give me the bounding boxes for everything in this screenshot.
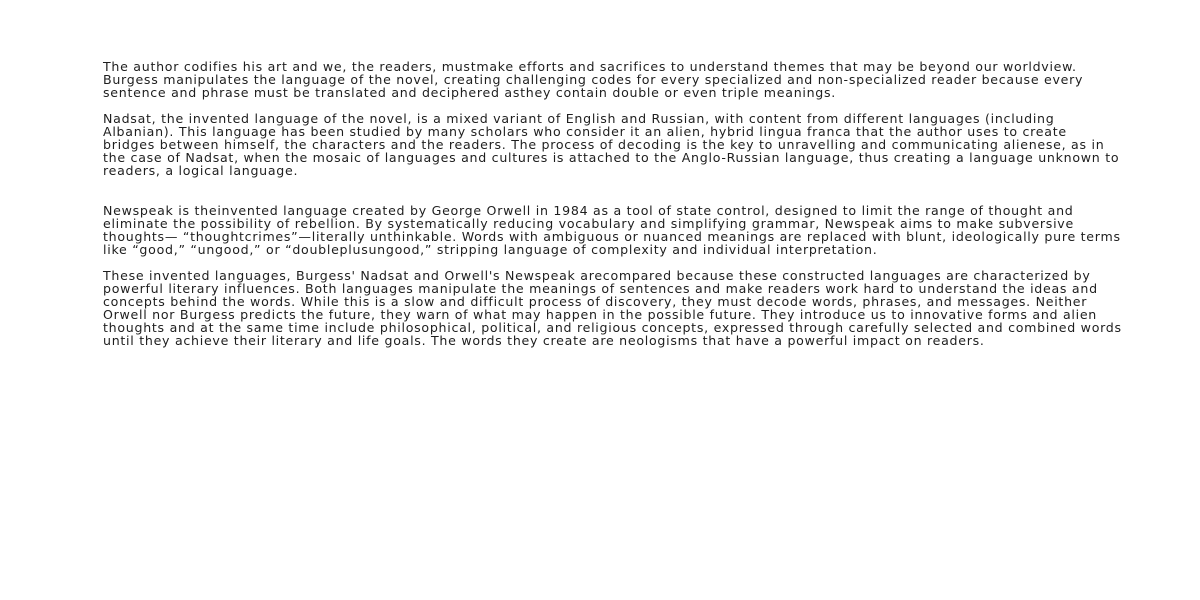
paragraph-comparison: These invented languages, Burgess' Nadsat and Orwell's Newspeak arecompared because these constructed languages are characterized by powerful literary influences. Both languages manipulate the meanings of sentences and make readers work hard to understand the ideas and concepts behind the words. While this is a slow and difficult process of discovery, they must decode words, phrases, and messages. Neither Orwell nor Burgess predicts the future, they warn of what may happen in the possible future. They introduce us to innovative forms and alien thoughts and at the same time include philosophical, political, and religious concepts, expressed through carefully selected and combined words until they achieve their literary and life goals. The words they create are neologisms that have a powerful impact on readers.: [103, 268, 1122, 348]
paragraph-nadsat: Nadsat, the invented language of the novel, is a mixed variant of English and Russian, with content from different languages (including Albanian). This language has been studied by many scholars who consider it an alien, hybrid lingua franca that the author uses to create bridges between himself, the characters and the readers. The process of decoding is the key to unravelling and communicating alienese, as in the case of Nadsat, when the mosaic of languages and cultures is attached to the Anglo-Russian language, thus creating a language unknown to readers, a logical language.: [103, 111, 1120, 178]
paragraph-newspeak: Newspeak is theinvented language created by George Orwell in 1984 as a tool of state control, designed to limit the range of thought and eliminate the possibility of rebellion. By systematically reducing vocabulary and simplifying grammar, Newspeak aims to make subversive thoughts— “thoughtcrimes”—literally unthinkable. Words with ambiguous or nuanced meanings are replaced with blunt, ideologically pure terms like “good,” “ungood,” or “doubleplusungood,” stripping language of complexity and individual interpretation.: [103, 203, 1121, 257]
paragraph-intro: The author codifies his art and we, the readers, mustmake efforts and sacrifices to understand themes that may be beyond our worldview. Burgess manipulates the language of the novel, creating challenging codes for every specialized and non-specialized reader because every sentence and phrase must be translated and deciphered asthey contain double or even triple meanings.: [103, 59, 1084, 100]
document-body: [103, 60, 1123, 347]
